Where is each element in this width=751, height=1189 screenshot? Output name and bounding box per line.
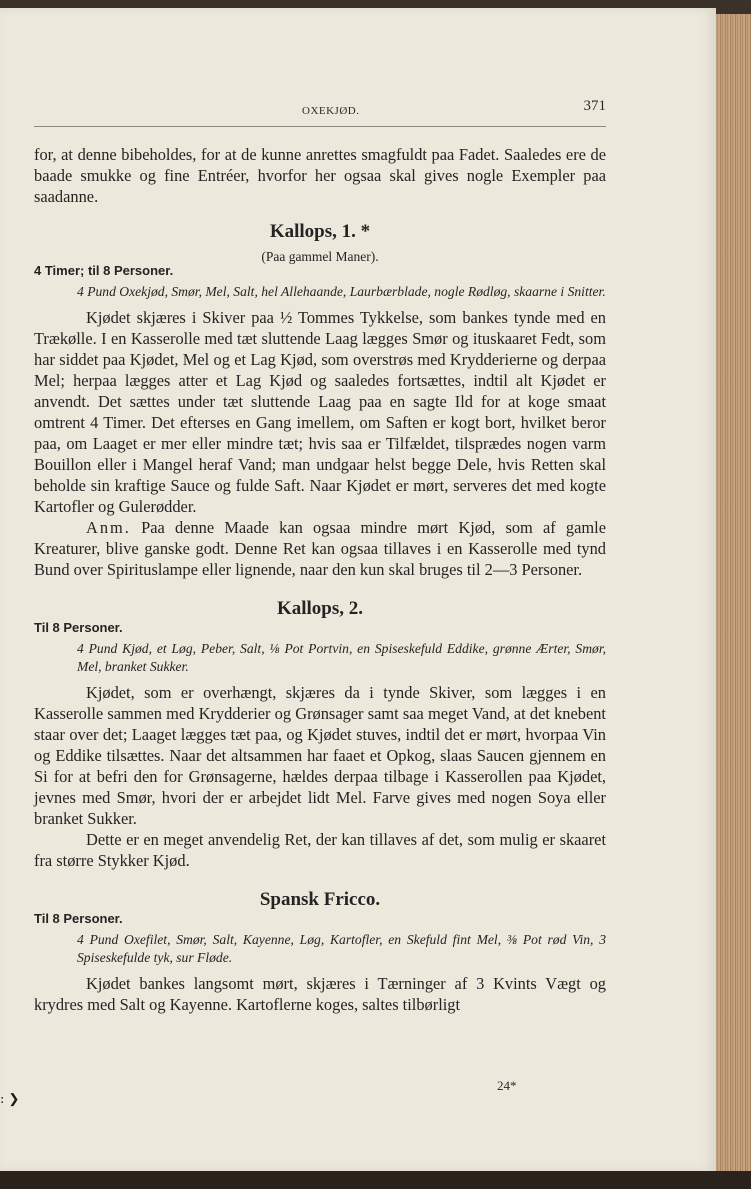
page-number: 371 (583, 98, 606, 114)
header-rule (34, 126, 606, 127)
note-paragraph (34, 517, 606, 580)
ingredients: 4 Pund Kjød, et Løg, Peber, Salt, ⅛ Pot Portvin, en Spiseskefuld Eddike, grønne Ærter, Smør, Mel, branket Sukker. (77, 641, 606, 674)
method-paragraph: Kjødet, som er overhængt, skjæres da i tynde Skiver, som lægges i en Kasserolle sammen med Krydderier og Grønsager samt saa meget Vand, at det knebent staar over det; Laaget lægges tæt paa, og Kjødet stuves, indtil det er mørt, hvorpaa Vin og Eddike tilsættes. Naar det altsammen har faaet et Opkog, slaas Saucen gjennem en Si for at befri den for Grønsagerne, hældes derpaa tilbage i Kasserollen paa Kjødet, jevnes med Smør, hvori der er arbejdet lidt Mel. Farve gives med nogen Soya eller branket Sukker. (34, 683, 606, 828)
method-paragraph: Kjødet skjæres i Skiver paa ½ Tommes Tykkelse, som bankes tynde med en Trækølle. I en Kasserolle med tæt sluttende Laag lægges Smør og ituskaaret Fedt, som har siddet paa Kjødet, Mel og et Lag Kjød, som overstrøs med Krydderierne og derpaa Mel; herpaa lægges atter et Lag Kjød og saaledes fortsættes, indtil alt Kjødet er anvendt. Det sættes under tæt sluttende Laag paa en sagte Ild for at koge smaat omtrent 4 Timer. Det efterses en Gang imellem, om Saften er kogt bort, hvilket beror paa, om Laaget er mer eller mindre tæt; hvis saa er Tilfældet, tilsprædes nogen varm Bouillon eller i Mangel heraf Vand; man undgaar helst begge Dele, hvis Retten skal beholde sin kraftige Sauce og fulde Saft. Naar Kjødet er mørt, serveres det med kogte Kartofler og Gulerødder. (34, 308, 606, 516)
bottom-shadow (0, 1171, 751, 1189)
ingredients: 4 Pund Oxefilet, Smør, Salt, Kayenne, Løg, Kartofler, en Skefuld fint Mel, ⅜ Pot rød Vin, 3 Spiseskefulde tyk, sur Fløde. (77, 932, 606, 965)
recipe-subtitle: (Paa gammel Maner). (261, 249, 379, 264)
method-paragraph: Dette er en meget anvendelig Ret, der kan tillaves af det, som mulig er skaaret fra større Stykker Kjød. (34, 830, 606, 870)
margin-marker: : ❯ (0, 1092, 20, 1107)
page-content (34, 144, 606, 1015)
running-head: OXEKJØD. (302, 105, 360, 117)
intro-paragraph: for, at denne bibeholdes, for at de kunne anrettes smagfuldt paa Fadet. Saaledes ere de baade smukke og fine Entréer, hvorfor her ogsaa skal gives nogle Exempler paa saadanne. (34, 145, 606, 206)
serving-info: Til 8 Personer. (34, 620, 123, 635)
page-header (34, 98, 606, 122)
serving-info: 4 Timer; til 8 Personer. (34, 263, 174, 278)
note-text: Paa denne Maade kan ogsaa mindre mørt Kjød, som af gamle Kreaturer, blive ganske godt. Denne Ret kan ogsaa tillaves i en Kasserolle med tynd Bund over Spirituslampe eller lignende, naar den kun skal bruges til 2—3 Personer. (34, 518, 606, 579)
recipe-title: Spansk Fricco. (259, 889, 381, 910)
ingredients: 4 Pund Oxekjød, Smør, Mel, Salt, hel Allehaande, Laurbærblade, nogle Rødløg, skaarne i Snitter. (77, 284, 606, 299)
signature-mark: 24* (497, 1078, 517, 1093)
recipe-title: Kallops, 2. (276, 598, 364, 619)
page-edges (716, 14, 751, 1174)
method-paragraph: Kjødet bankes langsomt mørt, skjæres i Tærninger af 3 Kvints Vægt og krydres med Salt og Kayenne. Kartoflerne koges, saltes tilbørligt (34, 974, 606, 1014)
note-label: Anm. (86, 518, 131, 537)
serving-info: Til 8 Personer. (34, 911, 123, 926)
recipe-title: Kallops, 1. * (269, 221, 371, 242)
